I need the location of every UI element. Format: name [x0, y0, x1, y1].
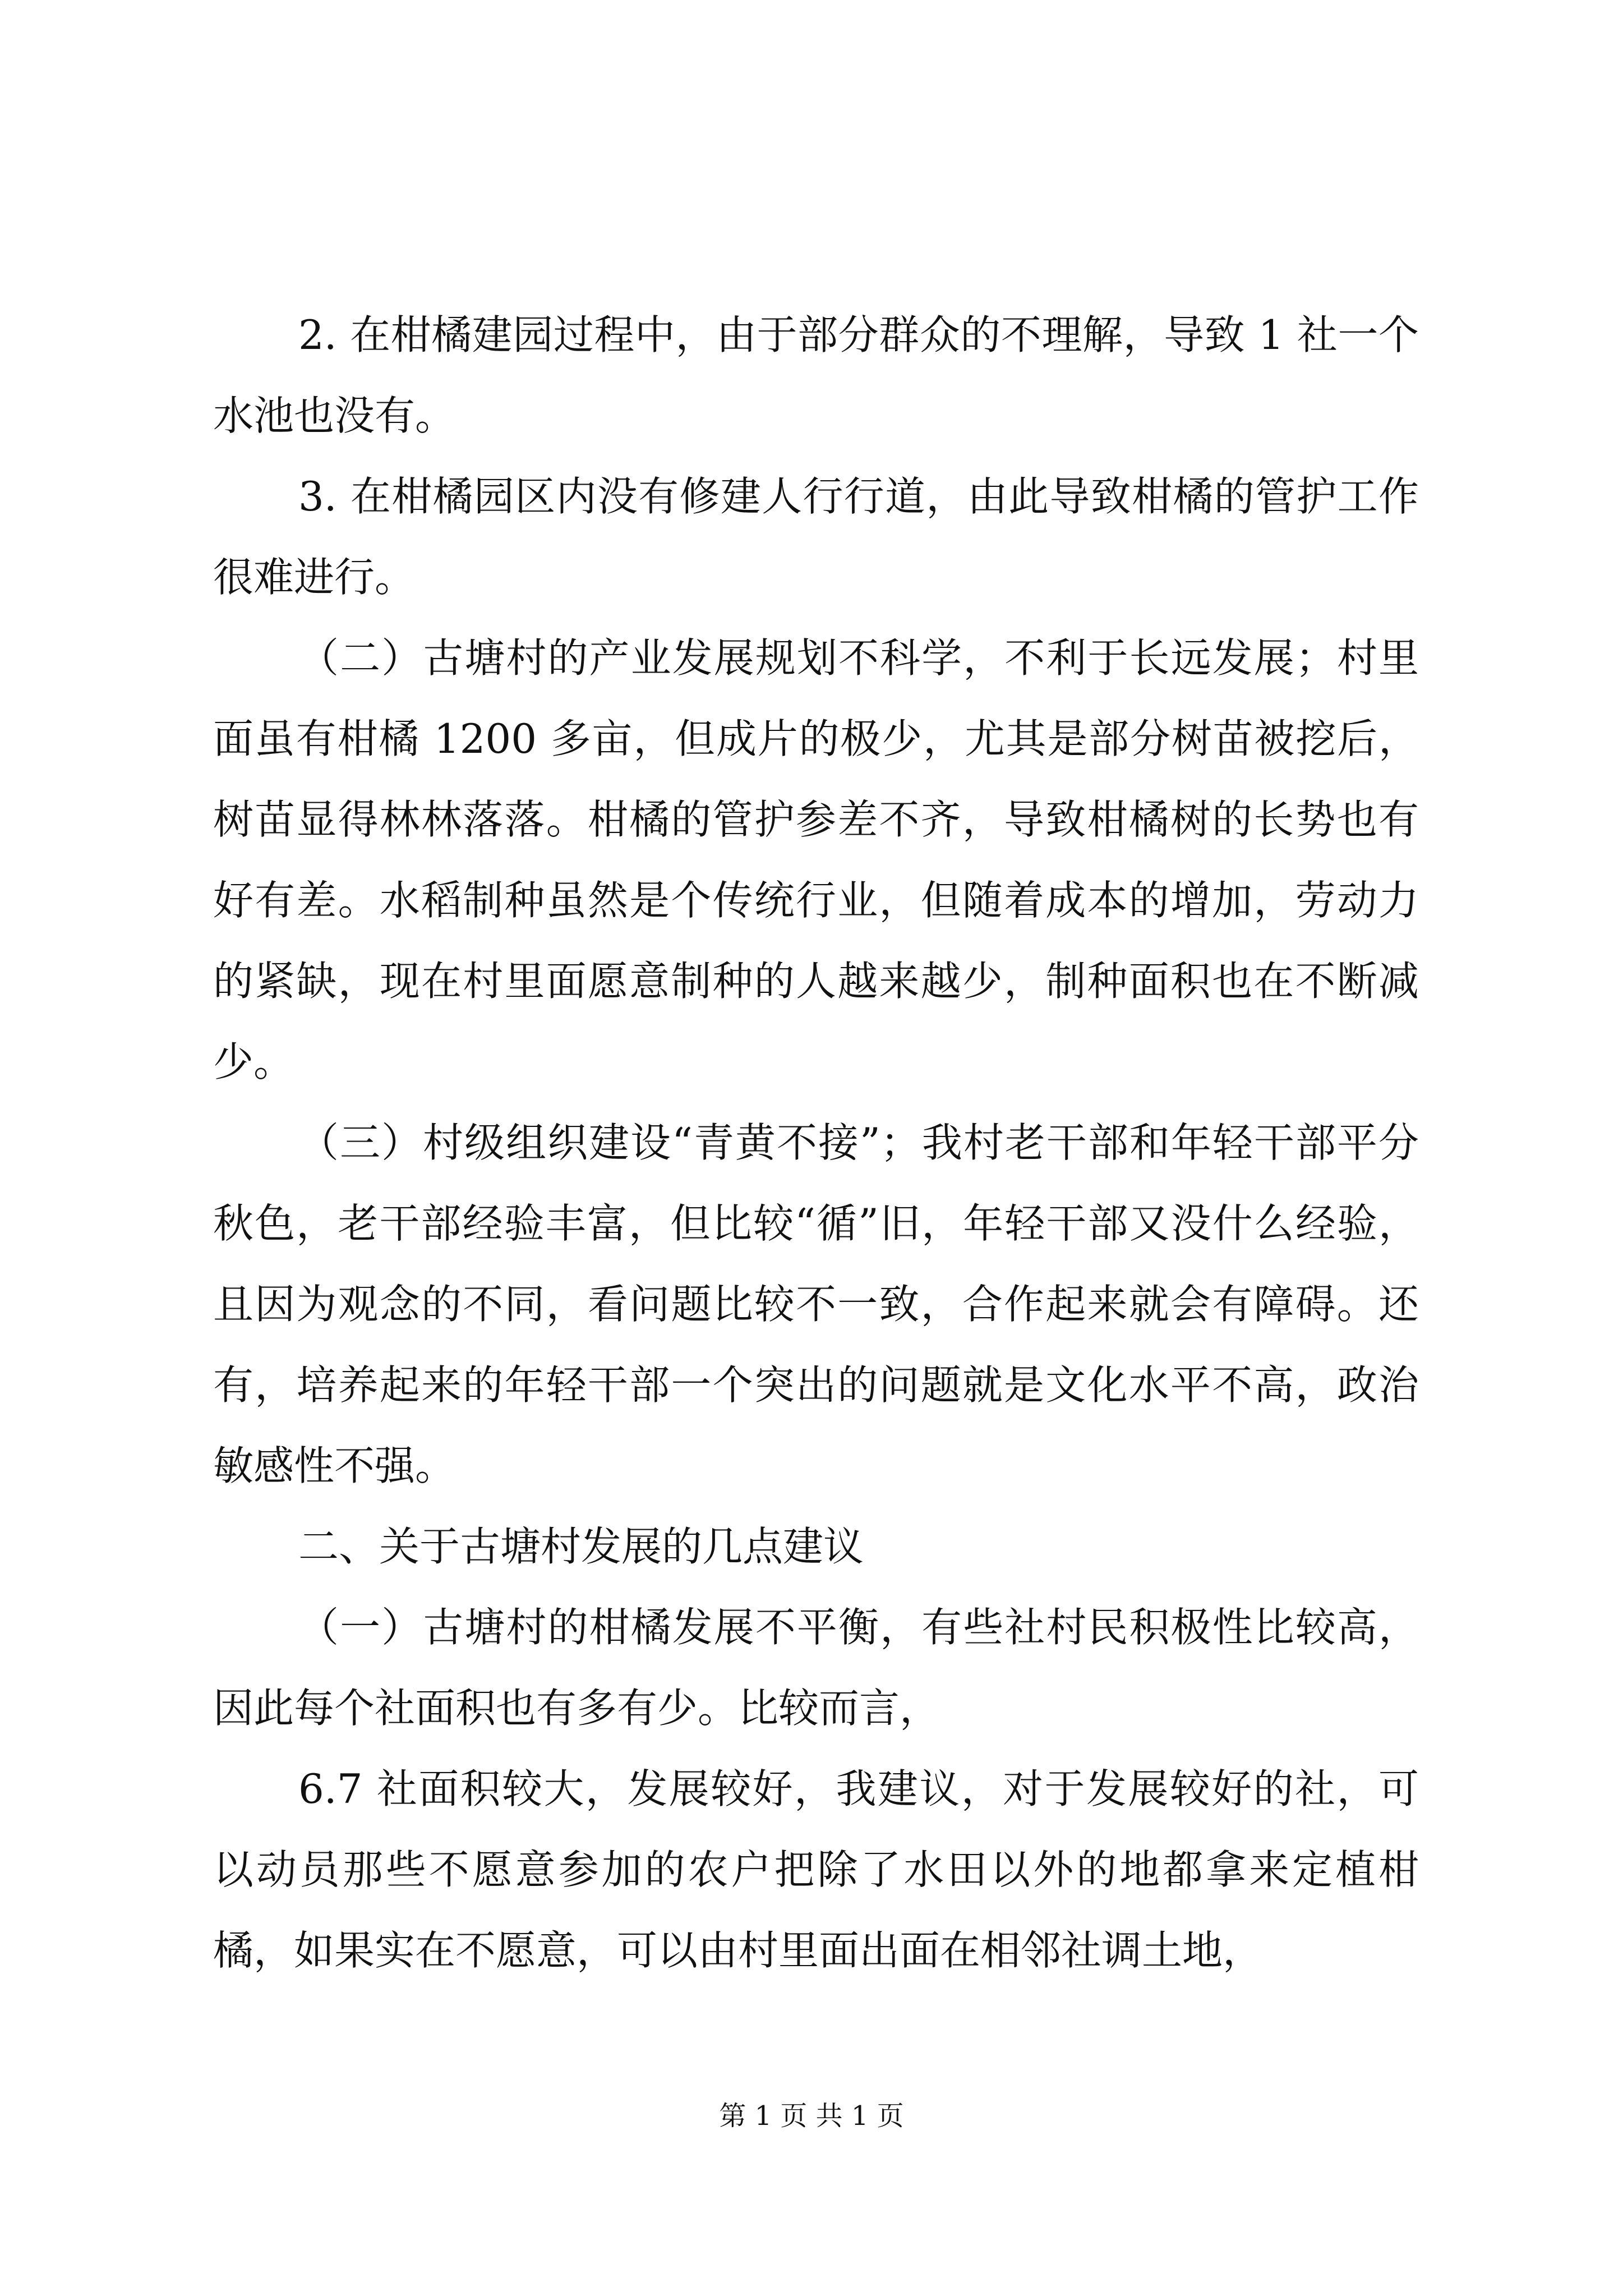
section-heading-suggestions: 二、关于古塘村发展的几点建议 [298, 1523, 864, 1570]
paragraph-item-2: 2. 在柑橘建园过程中，由于部分群众的不理解，导致 1 社一个水池也没有。 [213, 311, 1419, 439]
paragraph-suggestion-1-continued: 6.7 社面积较大，发展较好，我建议，对于发展较好的社，可以动员那些不愿意参加的农户把除了水田以外的地都拿来定植柑橘，如果实在不愿意，可以由村里面出面在相邻社调土地， [213, 1765, 1419, 1974]
paragraph-section-3: （三）村级组织建设“青黄不接”；我村老干部和年轻干部平分秋色，老干部经验丰富，但比较“循”旧，年轻干部又没什么经验，且因为观念的不同，看问题比较不一致，合作起来就会有障碍。还有，培养起来的年轻干部一个突出的问题就是文化水平不高，政治敏感性不强。 [213, 1119, 1419, 1489]
paragraph-suggestion-1: （一）古塘村的柑橘发展不平衡，有些社村民积极性比较高，因此每个社面积也有多有少。比较而言， [213, 1604, 1419, 1732]
document-body [213, 295, 1419, 1991]
paragraph-section-2: （二）古塘村的产业发展规划不科学，不利于长远发展；村里面虽有柑橘 1200 多亩，但成片的极少，尤其是部分树苗被挖后，树苗显得林林落落。柑橘的管护参差不齐，导致柑橘树的长势也有好有差。水稻制种虽然是个传统行业，但随着成本的增加，劳动力的紧缺，现在村里面愿意制种的人越来越少，制种面积也在不断减少。 [213, 634, 1419, 1085]
paragraph-item-3: 3. 在柑橘园区内没有修建人行行道，由此导致柑橘的管护工作很难进行。 [213, 473, 1419, 601]
page-footer: 第 1 页 共 1 页 [719, 2100, 904, 2132]
